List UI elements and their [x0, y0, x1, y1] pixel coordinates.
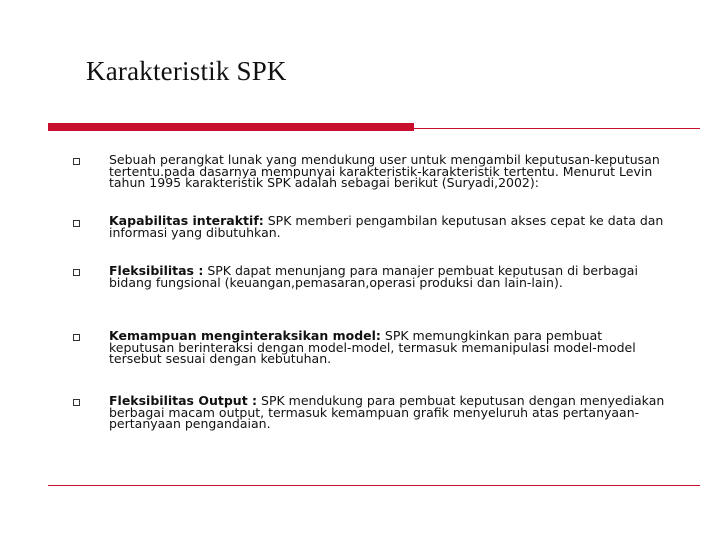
slide-title: Karakteristik SPK	[86, 56, 287, 86]
paragraph-intro	[109, 154, 669, 189]
paragraph-fleksibilitas	[109, 265, 669, 288]
paragraph-intro-text: Sebuah perangkat lunak yang mendukung user untuk mengambil keputusan-keputusan tertentu.pada dasarnya mempunyai karakteristik-karakteristik tertentu. Menurut Levin tahun 1995 karakteristik SPK adalah sebagai berikut (Suryadi,2002):	[109, 152, 660, 190]
bullet-icon	[73, 269, 80, 276]
paragraph-kapabilitas	[109, 215, 669, 238]
paragraph-model	[109, 330, 669, 365]
paragraph-kapabilitas-text: SPK memberi pengambilan keputusan akses cepat ke data dan informasi yang dibutuhkan.	[109, 213, 664, 240]
title-underline-accent	[48, 123, 414, 131]
paragraph-output	[109, 395, 669, 430]
paragraph-model-label: Kemampuan menginteraksikan model:	[109, 328, 381, 343]
paragraph-output-label: Fleksibilitas Output :	[109, 393, 258, 408]
bullet-icon	[73, 220, 80, 227]
paragraph-model-text: SPK memungkinkan para pembuat keputusan berinteraksi dengan model-model, termasuk memanipulasi model-model tersebut sesuai dengan kebutuhan.	[109, 328, 636, 366]
bullet-icon	[73, 334, 80, 341]
paragraph-fleksibilitas-text: SPK dapat menunjang para manajer pembuat keputusan di berbagai bidang fungsional (keuangan,pemasaran,operasi produksi dan lain-lain).	[109, 263, 638, 290]
bullet-icon	[73, 399, 80, 406]
footer-rule	[48, 485, 700, 486]
paragraph-output-text: SPK mendukung para pembuat keputusan dengan menyediakan berbagai macam output, termasuk kemampuan grafik menyeluruh atas pertanyaan-pertanyaan pengandaian.	[109, 393, 665, 431]
paragraph-kapabilitas-label: Kapabilitas interaktif:	[109, 213, 264, 228]
bullet-icon	[73, 158, 80, 165]
paragraph-fleksibilitas-label: Fleksibilitas :	[109, 263, 204, 278]
